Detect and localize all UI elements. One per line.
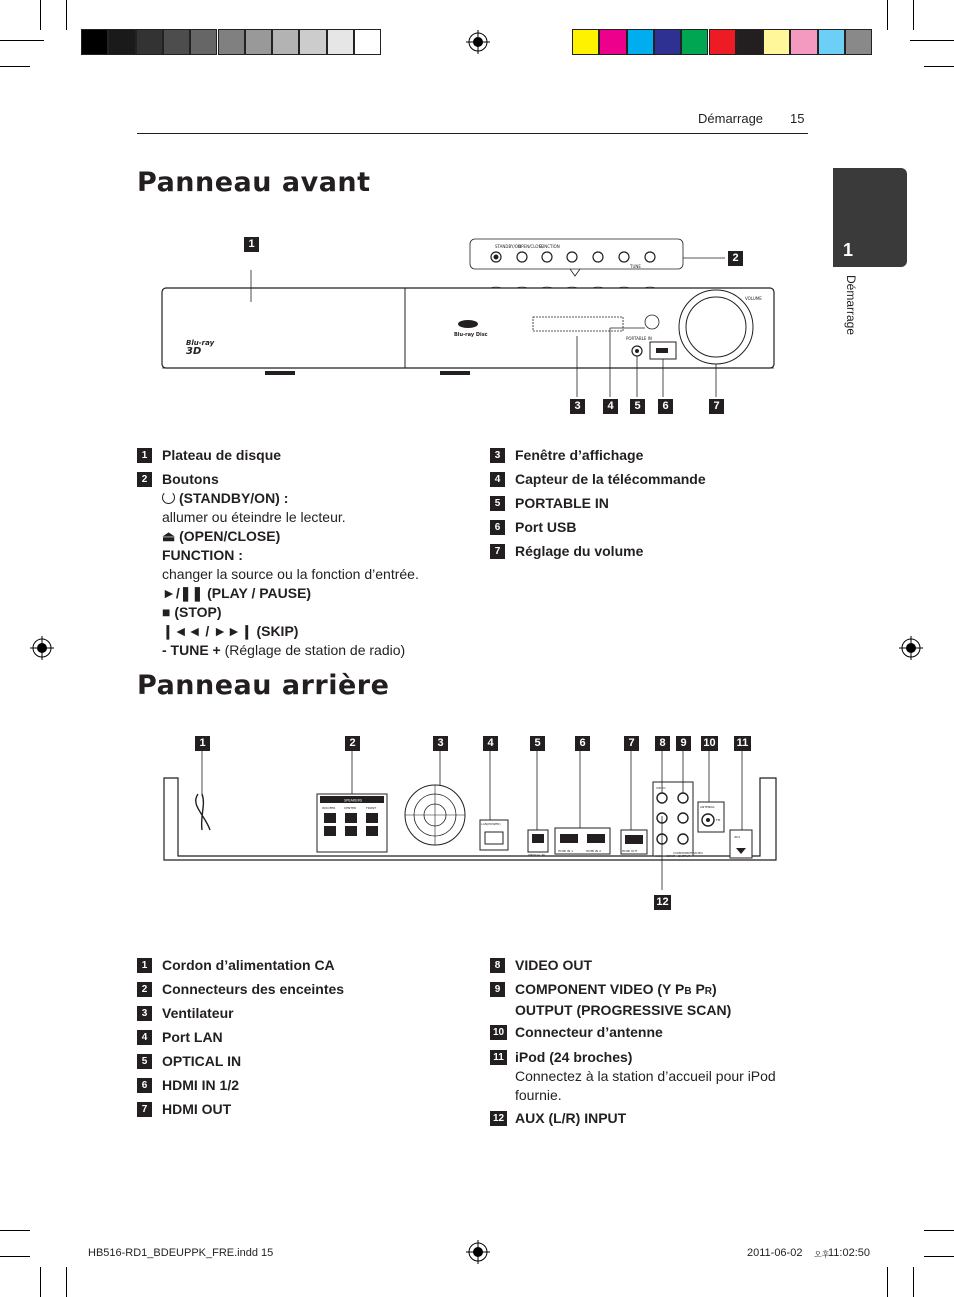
eject-icon: ⏏ (162, 528, 180, 544)
legend-item: Connecteurs des enceintes (162, 981, 345, 997)
output-label: OUTPUT (678, 854, 691, 858)
legend-num: 6 (490, 520, 505, 535)
legend-item: Cordon d’alimentation CA (162, 957, 335, 973)
legend-num: 8 (490, 958, 505, 973)
registration-mark-icon (30, 636, 54, 660)
legend-num: 12 (490, 1111, 507, 1126)
page-number: 15 (790, 111, 805, 126)
front-callout-2: 2 (728, 251, 743, 266)
legend-num: 3 (490, 448, 505, 463)
legend-item-ipod: iPod (24 broches) Connectez à la station d’accueil pour iPod fournie. (515, 1049, 776, 1103)
color-swatch (736, 29, 763, 55)
legend-item: HDMI OUT (162, 1101, 232, 1117)
footer-time: 11:02:50 (828, 1247, 871, 1259)
color-swatch (627, 29, 654, 55)
gray-swatch (354, 29, 381, 55)
legend-num: 9 (490, 982, 505, 997)
legend-item: Connecteur d’antenne (515, 1024, 663, 1040)
portable-label: PORTABLE IN (626, 336, 652, 341)
legend-item: VIDEO OUT (515, 957, 593, 973)
legend-item: HDMI IN 1/2 (162, 1077, 240, 1093)
color-swatch (654, 29, 681, 55)
color-swatch (709, 29, 736, 55)
rear-callout-11: 11 (734, 736, 751, 751)
bluray-3d-text: 3D (186, 346, 202, 357)
input-label: INPUT (666, 854, 675, 858)
optical-label: OPTICAL IN (528, 853, 545, 857)
rear-callout-7: 7 (624, 736, 639, 751)
color-swatch (790, 29, 817, 55)
color-swatch (763, 29, 790, 55)
legend-num: 1 (137, 958, 152, 973)
gray-swatch (272, 29, 299, 55)
color-swatch (818, 29, 845, 55)
rear-callout-4: 4 (483, 736, 498, 751)
woofer-label: WOOFER (322, 806, 336, 810)
front-callout-6: 6 (658, 399, 673, 414)
legend-num: 5 (137, 1054, 152, 1069)
center-label: CENTER (344, 806, 357, 810)
legend-num: 3 (137, 1006, 152, 1021)
legend-item: PORTABLE IN (515, 495, 609, 511)
front-callout-1: 1 (244, 237, 259, 252)
rear-callout-6: 6 (575, 736, 590, 751)
front-callout-5: 5 (630, 399, 645, 414)
gray-swatch (218, 29, 245, 55)
rear-callout-10: 10 (701, 736, 718, 751)
front-panel-diagram (150, 232, 790, 422)
chapter-label: Démarrage (844, 275, 858, 336)
gray-swatch (163, 29, 190, 55)
legend-num: 2 (137, 982, 152, 997)
color-swatch (681, 29, 708, 55)
chapter-number: 1 (843, 240, 854, 260)
video-label: VIDEO (656, 786, 666, 790)
front-callout-7: 7 (709, 399, 724, 414)
footer-filename: HB516-RD1_BDEUPPK_FRE.indd 15 (88, 1247, 274, 1259)
lan-label: LAN(POWER) (481, 822, 501, 826)
legend-item: Fenêtre d’affichage (515, 447, 644, 463)
gray-swatch (136, 29, 163, 55)
gray-swatch (245, 29, 272, 55)
legend-item: Plateau de disque (162, 447, 282, 463)
front-speaker-label: FRONT (366, 806, 377, 810)
legend-item: Réglage du volume (515, 543, 644, 559)
hdmi2-label: HDMI IN 2 (586, 849, 601, 853)
legend-item: Capteur de la télécommande (515, 471, 706, 487)
registration-mark-icon (899, 636, 923, 660)
front-panel-title: Panneau avant (137, 167, 371, 198)
hdmi-out-label: HDMI OUT (622, 849, 638, 853)
color-swatch (572, 29, 599, 55)
rear-callout-8: 8 (655, 736, 670, 751)
gray-swatch (299, 29, 326, 55)
legend-item: OPTICAL IN (162, 1053, 242, 1069)
legend-num: 4 (137, 1030, 152, 1045)
gray-swatch (190, 29, 217, 55)
color-swatch (845, 29, 872, 55)
registration-mark-icon (466, 30, 490, 54)
rear-callout-12: 12 (654, 895, 671, 910)
front-callout-4: 4 (603, 399, 618, 414)
legend-num: 7 (490, 544, 505, 559)
rear-callout-1: 1 (195, 736, 210, 751)
rear-callout-5: 5 (530, 736, 545, 751)
gray-swatch (81, 29, 108, 55)
component-label: COMPONENT VIDEO (673, 851, 703, 855)
antenna-label: ANTENNA (700, 805, 715, 809)
rear-panel-diagram (150, 750, 790, 910)
legend-item: Port USB (515, 519, 577, 535)
fm-label: FM (716, 818, 721, 822)
tune-label: TUNE (630, 264, 641, 269)
aux-label: AUX (655, 854, 662, 858)
speakers-label: SPEAKERS (344, 798, 363, 803)
front-callout-3: 3 (570, 399, 585, 414)
color-swatch (599, 29, 626, 55)
legend-num: 4 (490, 472, 505, 487)
footer-date: 2011-06-02 (747, 1247, 803, 1259)
function-label: FUNCTION (539, 244, 560, 249)
rear-callout-2: 2 (345, 736, 360, 751)
rear-panel-title: Panneau arrière (137, 670, 390, 701)
legend-num: 10 (490, 1025, 507, 1040)
legend-item: Port LAN (162, 1029, 223, 1045)
running-header-section: Démarrage (698, 111, 764, 126)
power-icon (162, 491, 175, 504)
legend-num: 11 (490, 1050, 507, 1065)
legend-num: 2 (137, 472, 152, 487)
header-divider (137, 133, 808, 134)
legend-item-buttons: Boutons (STANDBY/ON) : allumer ou éteindre le lecteur. ⏏ (OPEN/CLOSE) FUNCTION : changer la source ou la fonction d’entrée. ►/❚❚ (PLAY / PAUSE) ■ (STOP) ❙◄◄ / ►►❙ (SKIP) - TUNE + (Réglage de station de radio) (162, 471, 419, 658)
legend-num: 1 (137, 448, 152, 463)
volume-label: VOLUME (745, 296, 762, 301)
legend-item: Ventilateur (162, 1005, 234, 1021)
legend-num: 7 (137, 1102, 152, 1117)
bluray-disc-text: Blu-ray Disc (454, 332, 488, 338)
legend-num: 5 (490, 496, 505, 511)
footer-time-prefix: 오후 (814, 1250, 830, 1259)
ipod-label: iPod (734, 835, 741, 839)
registration-mark-icon (466, 1240, 490, 1264)
legend-item: AUX (L/R) INPUT (515, 1110, 627, 1126)
hdmi1-label: HDMI IN 1 (558, 849, 573, 853)
legend-item-component: COMPONENT VIDEO (Y PB PR) OUTPUT (PROGRESSIVE SCAN) (515, 981, 732, 1018)
rear-callout-3: 3 (433, 736, 448, 751)
open-label: OPEN/CLOSE (518, 244, 544, 249)
legend-num: 6 (137, 1078, 152, 1093)
rear-callout-9: 9 (676, 736, 691, 751)
bluray-logo-text: Blu-ray (186, 339, 215, 347)
gray-swatch (327, 29, 354, 55)
standby-label: STANDBY/ON (495, 244, 521, 249)
gray-swatch (108, 29, 135, 55)
